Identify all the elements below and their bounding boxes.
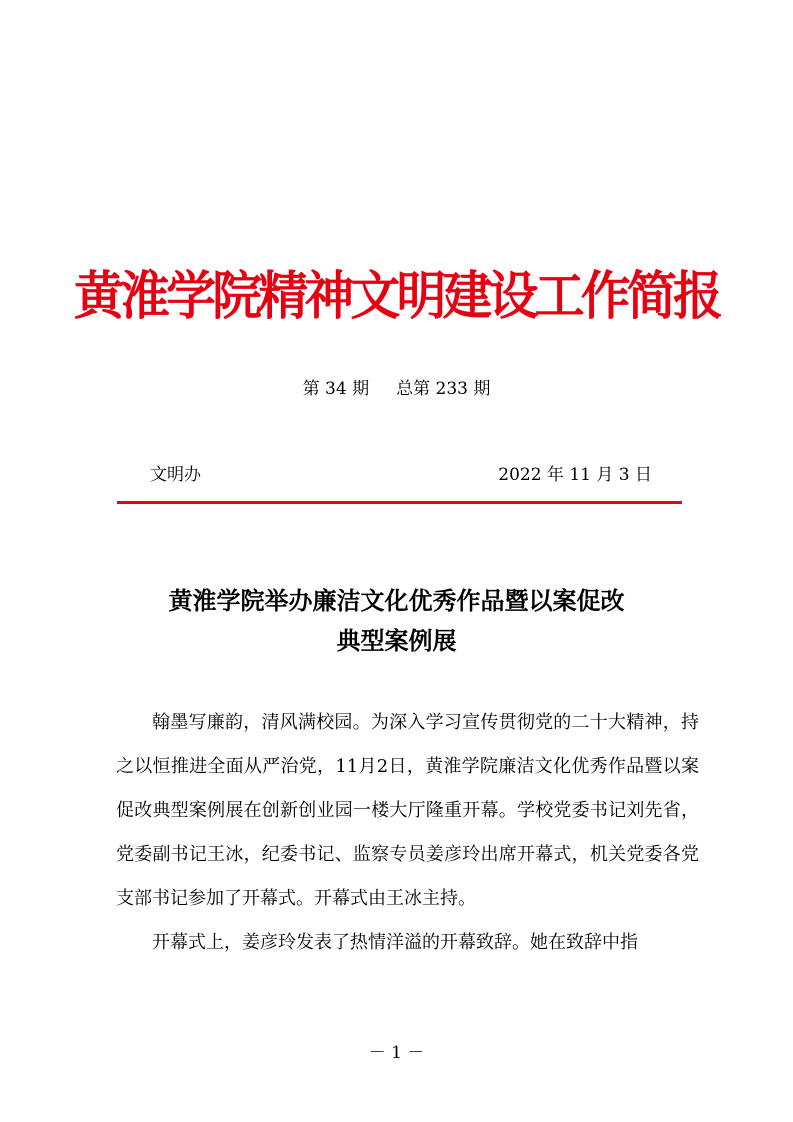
masthead-title: 黄淮学院精神文明建设工作简报	[73, 266, 720, 327]
article-title-line-2: 典型案例展	[336, 626, 457, 655]
body-paragraph: 开幕式上，姜彦玲发表了热情洋溢的开幕致辞。她在致辞中指	[152, 932, 638, 953]
article-title	[100, 581, 693, 661]
issue-number: 第 34 期 总第 233 期	[302, 379, 491, 399]
article-body	[116, 701, 699, 965]
article-title-line-1: 黄淮学院举办廉洁文化优秀作品暨以案促改	[168, 586, 625, 615]
issuer-name: 文明办	[150, 465, 201, 485]
issue-date: 2022 年 11 月 3 日	[498, 465, 652, 485]
body-paragraph: 翰墨写廉韵，清风满校园。为深入学习宣传贯彻党的二十大精神，持之以恒推进全面从严治党，11月2日，黄淮学院廉洁文化优秀作品暨以案促改典型案例展在创新创业园一楼大厅隆重开幕。学校党委书记刘先省，党委副书记王冰，纪委书记、监察专员姜彦玲出席开幕式，机关党委各党支部书记参加了开幕式。开幕式由王冰主持。	[116, 712, 699, 909]
page-number: － 1 －	[368, 1043, 425, 1063]
red-divider-line	[117, 501, 682, 504]
